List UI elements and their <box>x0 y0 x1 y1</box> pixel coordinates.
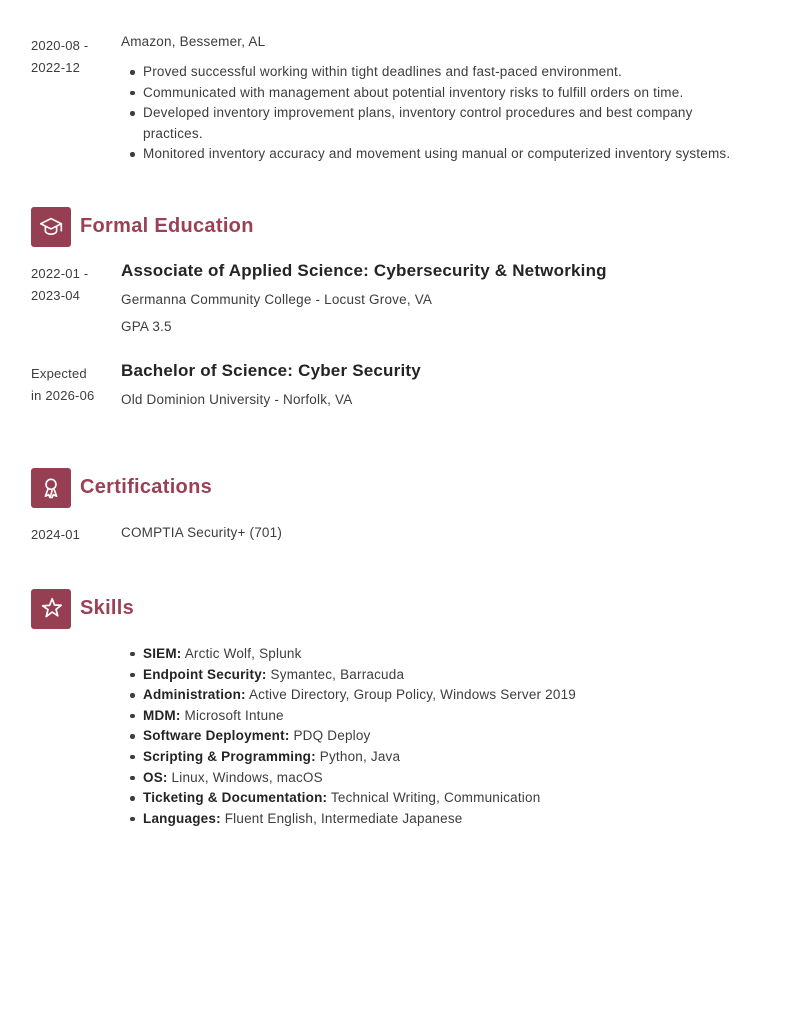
section-title-education: Formal Education <box>80 215 254 238</box>
section-header-certifications <box>31 468 751 508</box>
skill-value: Arctic Wolf, Splunk <box>181 645 302 661</box>
degree-title: Bachelor of Science: Cyber Security <box>121 360 421 380</box>
skill-value: PDQ Deploy <box>289 728 371 744</box>
skill-value: Symantec, Barracuda <box>266 666 405 682</box>
experience-company: Amazon, Bessemer, AL <box>121 34 266 49</box>
experience-bullet-list <box>121 62 751 165</box>
certification-entry <box>31 522 751 546</box>
education-entry <box>31 361 751 418</box>
skill-item <box>143 768 751 789</box>
education-entry <box>31 261 751 336</box>
education-date-range <box>31 261 121 307</box>
section-header-skills <box>31 589 751 629</box>
experience-bullet: Communicated with management about potential inventory risks to fulfill orders on time. <box>143 83 751 104</box>
skills-spacer <box>31 644 121 646</box>
skills-list <box>121 644 751 829</box>
education-details <box>121 261 751 336</box>
graduation-cap-icon <box>31 207 71 247</box>
skill-value: Technical Writing, Communication <box>327 790 541 806</box>
skill-item <box>143 706 751 727</box>
experience-bullet: Proved successful working within tight deadlines and fast-paced environment. <box>143 62 751 83</box>
skill-item <box>143 788 751 809</box>
experience-date-end: 2022-12 <box>31 60 81 75</box>
skill-label: Software Deployment: <box>143 728 290 744</box>
experience-details <box>121 33 751 165</box>
skill-label: OS: <box>143 769 168 785</box>
skill-item <box>143 747 751 768</box>
skill-label: Languages: <box>143 810 221 826</box>
experience-bullet: Developed inventory improvement plans, inventory control procedures and best company practices. <box>143 103 751 144</box>
skill-item <box>143 644 751 665</box>
skill-item <box>143 726 751 747</box>
experience-date-range <box>31 33 121 79</box>
skill-label: MDM: <box>143 707 181 723</box>
certification-name: COMPTIA Security+ (701) <box>121 524 283 540</box>
education-date-start: 2022-01 - <box>31 265 89 281</box>
skill-label: Ticketing & Documentation: <box>143 790 328 806</box>
skill-item <box>143 685 751 706</box>
education-date-end: 2023-04 <box>31 287 81 303</box>
award-ribbon-icon <box>31 468 71 508</box>
education-date-range <box>31 361 121 407</box>
education-date-expected: Expected <box>31 365 87 381</box>
skill-label: Administration: <box>143 687 246 703</box>
gpa: GPA 3.5 <box>121 318 172 334</box>
experience-bullet: Monitored inventory accuracy and movement using manual or computerized inventory systems. <box>143 144 751 165</box>
star-icon <box>31 589 71 629</box>
school-name: Old Dominion University - Norfolk, VA <box>121 391 353 407</box>
school-name: Germanna Community College - Locust Grove, VA <box>121 291 433 307</box>
skill-value: Microsoft Intune <box>180 707 284 723</box>
degree-title: Associate of Applied Science: Cybersecurity & Networking <box>121 260 607 280</box>
section-title-certifications: Certifications <box>80 476 213 499</box>
education-details <box>121 361 751 418</box>
skill-value: Active Directory, Group Policy, Windows Server 2019 <box>245 687 577 703</box>
skills-details <box>121 644 751 829</box>
skill-label: SIEM: <box>143 645 182 661</box>
skill-label: Endpoint Security: <box>143 666 267 682</box>
experience-date-start: 2020-08 - <box>31 38 89 53</box>
skill-item <box>143 665 751 686</box>
certification-date <box>31 522 121 546</box>
certification-details <box>121 522 751 542</box>
section-title-skills: Skills <box>80 597 135 620</box>
skill-value: Linux, Windows, macOS <box>167 769 323 785</box>
skill-label: Scripting & Programming: <box>143 748 316 764</box>
skill-value: Python, Java <box>315 748 401 764</box>
section-header-education <box>31 207 751 247</box>
skill-item <box>143 809 751 830</box>
experience-entry <box>31 33 751 165</box>
skills-section <box>31 644 751 829</box>
education-date-expected-value: in 2026-06 <box>31 387 95 403</box>
certification-date-value: 2024-01 <box>31 526 81 542</box>
skill-value: Fluent English, Intermediate Japanese <box>220 810 463 826</box>
